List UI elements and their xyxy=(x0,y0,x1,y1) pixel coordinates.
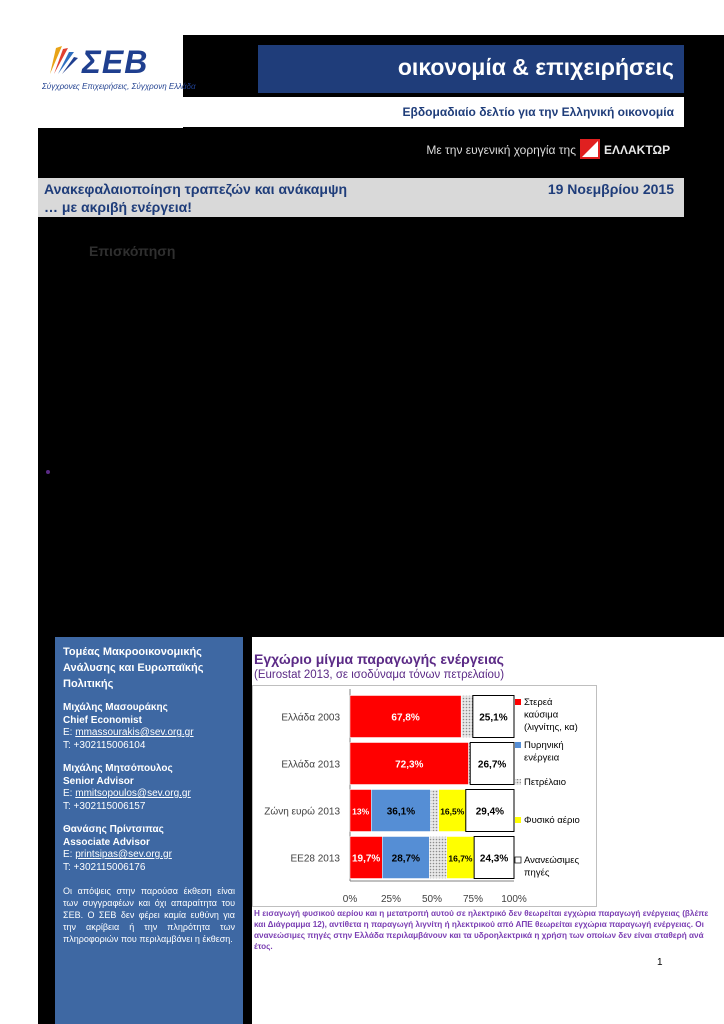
x-tick-label: 75% xyxy=(462,894,484,905)
legend-label: πηγές xyxy=(524,867,550,879)
bar-segment xyxy=(429,837,446,879)
newsletter-subtitle: Εβδομαδιαίο δελτίο για την Ελληνική οικονομία xyxy=(402,105,674,119)
contact-name: Μιχάλης Μητσόπουλος xyxy=(63,763,173,774)
contact-email-link[interactable]: printsipas@sev.org.gr xyxy=(75,849,172,860)
legend-swatch xyxy=(515,779,521,785)
legend-swatch xyxy=(515,817,521,823)
data-label: 19,7% xyxy=(351,853,381,865)
issue-date: 19 Νοεμβρίου 2015 xyxy=(547,181,674,197)
contact-name: Θανάσης Πρίντσιπας xyxy=(63,824,164,835)
sidebar-title: Τομέας Μακροοικονομικής Ανάλυσης και Ευρωπαϊκής Πολιτικής xyxy=(63,646,204,690)
legend-swatch xyxy=(515,742,521,748)
legend-label: Φυσικό αέριο xyxy=(524,815,580,826)
contact-role: Chief Economist xyxy=(63,714,142,726)
data-label: 16,7% xyxy=(448,853,473,864)
contact-role: Senior Advisor xyxy=(63,775,134,787)
data-label: 67,8% xyxy=(391,712,420,724)
contact-person xyxy=(63,824,235,874)
energy-mix-chart xyxy=(252,685,597,907)
contact-email-link[interactable]: mmassourakis@sev.org.gr xyxy=(75,727,194,738)
contact-sidebar xyxy=(55,637,243,1024)
x-tick-label: 25% xyxy=(380,894,402,905)
legend-label: Πετρέλαιο xyxy=(524,777,566,788)
contact-email-line: E: mmassourakis@sev.org.gr xyxy=(63,727,194,738)
chart-footnote: Η εισαγωγή φυσικού αερίου και η μετατροπή αυτού σε ηλεκτρικό δεν θεωρείται εγχώρια παραγωγή ενέργειας (βλέπε και Διάγραμμα 12), αντίθετα η παραγωγή λιγνίτη ή ηλεκτρικού από ΑΠΕ θεωρείται εγχώρια παραγωγή ενέργειας. Οι ανανεώσιμες πηγές στην Ελλάδα περιλαμβάνουν και τα υδροηλεκτρικά η χρήση των οποίων δεν είναι σταθερή ανά έτος. xyxy=(254,909,709,951)
ellaktor-logo xyxy=(580,139,684,159)
headline-bar xyxy=(38,178,684,217)
legend-swatch xyxy=(515,857,521,863)
page-number: 1 xyxy=(657,957,663,968)
bar-segment xyxy=(431,790,439,832)
data-label: 24,3% xyxy=(479,853,509,865)
contact-name: Μιχάλης Μασουράκης xyxy=(63,702,168,713)
data-label: 13% xyxy=(352,806,370,817)
legend-label: ενέργεια xyxy=(524,752,560,764)
data-label: 29,4% xyxy=(475,806,505,818)
chart-subtitle: (Eurostat 2013, σε ισοδύναμα τόνων πετρελαίου) xyxy=(254,669,505,681)
data-label: 25,1% xyxy=(479,712,508,724)
sponsor-name: ΕΛΛΑΚΤΩΡ xyxy=(604,143,671,157)
contact-person xyxy=(63,763,235,813)
bullet-point xyxy=(46,470,50,474)
x-tick-label: 0% xyxy=(342,894,358,905)
logo-wordmark: ΣΕΒ xyxy=(82,44,149,80)
x-tick-label: 50% xyxy=(421,894,443,905)
contact-phone: T: +302115006176 xyxy=(63,861,146,873)
contact-phone: T: +302115006104 xyxy=(63,739,146,751)
legend-label: Πυρηνική xyxy=(524,740,564,751)
data-label: 26,7% xyxy=(477,759,507,771)
category-label: Ζώνη ευρώ 2013 xyxy=(264,806,340,818)
data-label: 28,7% xyxy=(391,853,421,865)
contact-email-line: E: printsipas@sev.org.gr xyxy=(63,849,172,860)
newsletter-title: οικονομία & επιχειρήσεις xyxy=(397,54,674,80)
bar-segment xyxy=(461,696,473,738)
legend-label: Στερεά xyxy=(524,697,553,708)
legend-swatch xyxy=(515,699,521,705)
legend-label: καύσιμα xyxy=(524,709,559,721)
headline-line2: … με ακριβή ενέργεια! xyxy=(44,199,192,215)
contact-email-line: E: mmitsopoulos@sev.org.gr xyxy=(63,788,191,799)
category-label: Ελλάδα 2003 xyxy=(281,712,340,724)
contact-phone: T: +302115006157 xyxy=(63,800,146,812)
contact-email-link[interactable]: mmitsopoulos@sev.org.gr xyxy=(75,788,191,799)
headline-line1: Ανακεφαλαιοποίηση τραπεζών και ανάκαμψη xyxy=(44,181,348,197)
data-label: 36,1% xyxy=(386,806,416,818)
x-tick-label: 100% xyxy=(501,894,527,905)
disclaimer-text: Οι απόψεις στην παρούσα έκθεση είναι των συγγραφέων και όχι απαραίτητα του ΣΕΒ. Ο ΣΕΒ δεν φέρει καμία ευθύνη για την ακρίβεια ή την πληρότητα των πληροφοριών που περιλαμβάνει η έκθεση. xyxy=(63,886,235,944)
overview-heading: Επισκόπηση xyxy=(89,243,176,259)
sponsor-text: Με την ευγενική χορηγία της xyxy=(426,143,576,157)
newsletter-title-bar xyxy=(258,45,684,93)
chart-title: Εγχώριο μίγμα παραγωγής ενέργειας xyxy=(254,651,504,667)
data-label: 16,5% xyxy=(440,806,465,817)
category-label: ΕΕ28 2013 xyxy=(290,853,340,865)
newsletter-subtitle-bar xyxy=(183,97,684,127)
left-margin xyxy=(0,35,38,1024)
category-label: Ελλάδα 2013 xyxy=(281,759,340,771)
logo-tagline: Σύγχρονες Επιχειρήσεις, Σύγχρονη Ελλάδα xyxy=(42,82,196,91)
contact-role: Associate Advisor xyxy=(63,836,150,848)
sev-logo-icon xyxy=(42,40,82,80)
legend-label: (λιγνίτης, κα) xyxy=(524,722,578,733)
sponsor-line xyxy=(380,137,684,163)
data-label: 72,3% xyxy=(395,759,424,771)
contact-person xyxy=(63,702,235,752)
legend-label: Ανανεώσιμες xyxy=(524,855,580,866)
